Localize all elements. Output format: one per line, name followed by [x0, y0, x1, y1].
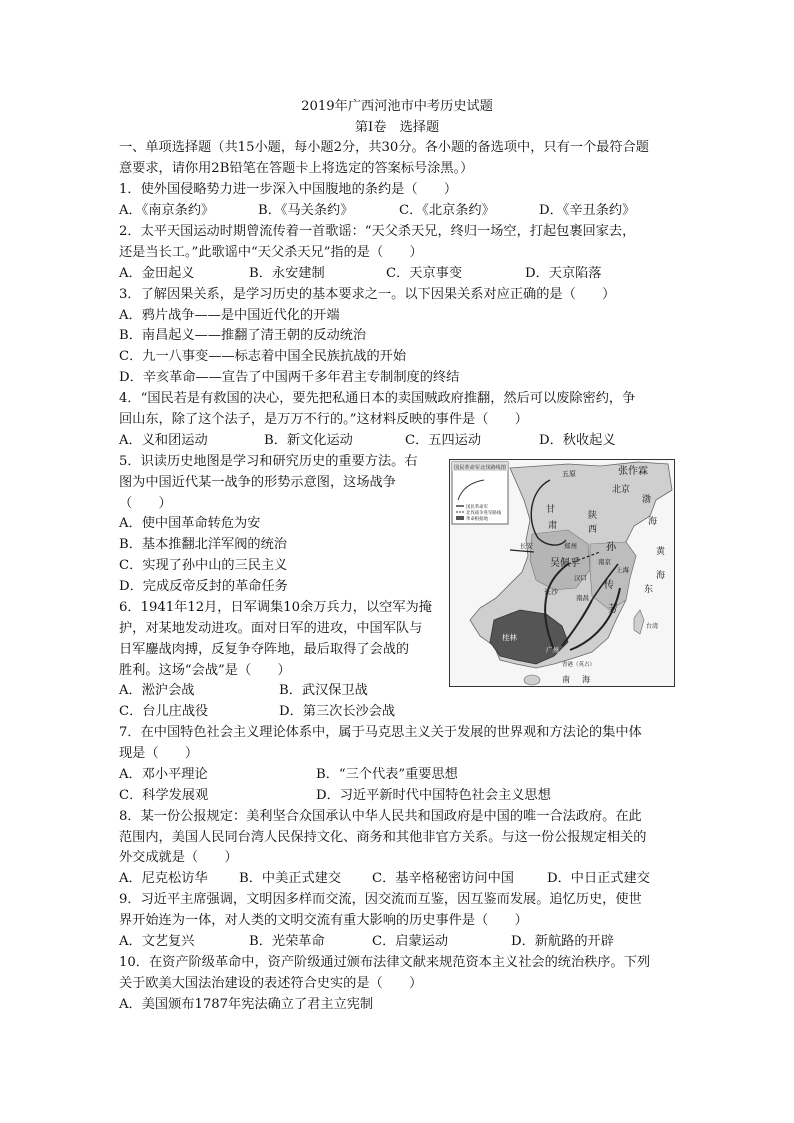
question-stem: 图为中国近代某一战争的形势示意图，这场战争	[119, 475, 396, 490]
hainan-island	[524, 675, 540, 685]
question-stem: 9．习近平主席强调，文明因多样而交流，因交流而互鉴，因互鉴而发展。追忆历史，使世	[119, 892, 642, 907]
answer-option: A．邓小平理论	[119, 767, 208, 782]
answer-option: A．义和团运动	[119, 433, 208, 448]
map-label: 西	[588, 525, 598, 535]
question-stem: 还是当长工。”此歌谣中“天父杀天兄”指的是（ ）	[119, 245, 423, 260]
answer-option: B．新文化运动	[264, 433, 353, 448]
answer-option: A．《南京条约》	[119, 203, 215, 218]
map-label: 桂林	[502, 633, 517, 642]
answer-option: C．《北京条约》	[399, 203, 495, 218]
map-label: 黄	[656, 547, 666, 557]
question-stem: 1．使外国侵略势力进一步深入中国腹地的条约是（ ）	[119, 182, 458, 197]
question-stem: 范围内，美国人民同台湾人民保持文化、商务和其他非官方关系。与这一份公报规定相关的	[119, 830, 647, 845]
answer-option: B．武汉保卫战	[279, 683, 368, 698]
inset-title: 国民革命军北伐路线图	[454, 465, 506, 471]
question-stem: 5．识读历史地图是学习和研究历史的重要方法。右	[119, 454, 418, 469]
legend-item: 革命根据地	[466, 517, 488, 522]
map-label: 台湾	[646, 623, 659, 630]
question-stem: 日军鏖战肉搏，反复争夺阵地，最后取得了会战的	[119, 642, 410, 657]
map-label: 肃	[548, 521, 558, 531]
answer-option: D．辛亥革命——宣告了中国两千多年君主专制制度的终结	[119, 370, 460, 385]
answer-option: A．尼克松访华	[119, 871, 208, 886]
answer-option: D．秋收起义	[539, 433, 616, 448]
answer-option: D．天京陷落	[525, 266, 602, 281]
question-stem: 界开始连为一体，对人类的文明交流有重大影响的历史事件是（ ）	[119, 913, 528, 928]
northern-expedition-map	[449, 459, 675, 687]
answer-option: A．鸦片战争——是中国近代化的开端	[119, 308, 340, 323]
map-label: 北京	[612, 485, 631, 495]
map-label: 海	[648, 517, 658, 527]
answer-option: C．基辛格秘密访问中国	[372, 871, 514, 886]
answer-option: D．中日正式建交	[547, 871, 650, 886]
question-stem: 6．1941年12月，日军调集10余万兵力，以空军为掩	[119, 600, 432, 615]
legend-item: 国民革命军	[466, 505, 488, 510]
answer-option: B．永安建制	[249, 266, 325, 281]
section-title: 第Ⅰ卷 选择题	[354, 120, 440, 135]
question-stem: 回山东，除了这个法子，是万万不行的。”这材料反映的事件是（ ）	[119, 412, 528, 427]
answer-option: C．九一八事变——标志着中国全民族抗战的开始	[119, 349, 407, 364]
answer-option: C．天京事变	[386, 266, 463, 281]
answer-option: A．金田起义	[119, 266, 195, 281]
question-stem: 10．在资产阶级革命中，资产阶级通过颁布法律文献来规范资本主义社会的统治秩序。下列	[119, 955, 651, 970]
instruction-line: 意要求，请你用2B铅笔在答题卡上将选定的答案标号涂黑。）	[119, 161, 474, 176]
answer-option: A．使中国革命转危为安	[119, 516, 261, 531]
answer-option: C．启蒙运动	[372, 934, 449, 949]
map-figure	[450, 460, 674, 686]
answer-option: C．科学发展观	[119, 788, 209, 803]
answer-option: D．习近平新时代中国特色社会主义思想	[316, 788, 551, 803]
question-stem: 4．“国民若是有救国的决心，要先把私通日本的卖国贼政府推翻，然后可以废除密约，争	[119, 391, 636, 406]
map-label: 孙	[606, 542, 616, 553]
map-label: 上海	[616, 566, 629, 574]
answer-option: B．《马关条约》	[258, 203, 354, 218]
answer-option: B．南昌起义——推翻了清王朝的反动统治	[119, 328, 367, 343]
answer-option: D．完成反帝反封的革命任务	[119, 579, 288, 594]
answer-option: B．光荣革命	[249, 934, 325, 949]
map-label: 香港（英占）	[562, 662, 596, 668]
question-stem: 7．在中国特色社会主义理论体系中，属于马克思主义关于发展的世界观和方法论的集中体	[119, 725, 642, 740]
map-label: 汉口	[574, 574, 587, 582]
map-label: 海	[656, 571, 666, 581]
answer-option: B．基本推翻北洋军阀的统治	[119, 537, 287, 552]
map-label: 芳	[608, 604, 618, 615]
question-stem: 8．某一份公报规定：美利坚合众国承认中华人民共和国政府是中国的唯一合法政府。在此	[119, 809, 642, 824]
question-stem: 关于欧美大国法治建设的表述符合史实的是（ ）	[119, 976, 423, 991]
answer-option: B．中美正式建交	[239, 871, 342, 886]
question-stem: 外交成就是（ ）	[119, 850, 238, 865]
map-label: 南京	[598, 558, 611, 566]
answer-option: A．淞沪会战	[119, 683, 195, 698]
map-label: 南昌	[576, 594, 589, 602]
map-label: 东	[644, 585, 654, 595]
instruction-line: 一、单项选择题（共15小题，每小题2分，共30分。各小题的备选项中，只有一个最符合题	[119, 140, 649, 155]
answer-option: B．“三个代表”重要思想	[316, 767, 458, 782]
legend-item: 北伐战争进军路线	[466, 511, 502, 516]
map-label: 五原	[562, 470, 576, 478]
map-label: 长沙	[544, 588, 558, 596]
map-label: 甘	[546, 505, 556, 515]
map-label: 张作霖	[618, 466, 648, 477]
map-label: 陕	[588, 511, 598, 521]
answer-option: D．《辛丑条约》	[539, 203, 636, 218]
map-label: 传	[604, 580, 614, 591]
map-label: 海	[582, 675, 590, 684]
question-stem: 胜利。这场“会战”是（ ）	[119, 663, 291, 678]
question-stem: 2．太平天国运动时期曾流传着一首歌谣：“天父杀天兄，终归一场空，打起包裹回家去，	[119, 224, 636, 239]
question-stem: （ ）	[119, 496, 172, 511]
legend-swatch	[456, 516, 464, 520]
answer-option: D．新航路的开辟	[511, 934, 614, 949]
page-title: 2019年广西河池市中考历史试题	[301, 99, 493, 114]
answer-option: A．文艺复兴	[119, 934, 195, 949]
question-stem: 现是（ ）	[119, 746, 199, 761]
question-stem: 护，对某地发动进攻。面对日军的进攻，中国军队与	[119, 621, 423, 636]
answer-option: C．台儿庄战役	[119, 704, 209, 719]
map-label: 长安	[520, 542, 533, 550]
map-label: 郑州	[564, 542, 577, 550]
map-label: 南	[562, 675, 570, 684]
question-stem: 3．了解因果关系，是学习历史的基本要求之一。以下因果关系对应正确的是（ ）	[119, 287, 616, 302]
answer-option: A．美国颁布1787年宪法确立了君主立宪制	[119, 997, 374, 1012]
answer-option: D．第三次长沙会战	[279, 704, 396, 719]
map-label: 吴佩孚	[550, 558, 580, 569]
map-label: 渤	[642, 495, 652, 505]
answer-option: C．实现了孙中山的三民主义	[119, 558, 288, 573]
map-label: 广州	[546, 646, 559, 654]
answer-option: C．五四运动	[405, 433, 482, 448]
